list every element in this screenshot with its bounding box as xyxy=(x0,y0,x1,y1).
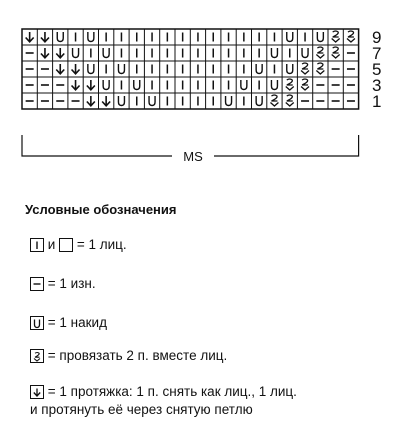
yarn-over-icon xyxy=(30,316,44,330)
legend-and: и xyxy=(47,237,56,252)
legend-k2tog-text: = провязать 2 п. вместе лиц. xyxy=(47,348,228,363)
row-number: 1 xyxy=(372,92,382,111)
ms-bracket-right xyxy=(214,135,359,156)
legend-yo-text: = 1 накид xyxy=(47,315,107,330)
legend-skp xyxy=(30,383,297,400)
knit-icon xyxy=(30,238,44,252)
blank-square-icon xyxy=(59,238,73,252)
legend-knit-text: = 1 лиц. xyxy=(76,237,127,252)
legend-purl xyxy=(30,275,96,292)
legend-knit xyxy=(30,236,127,253)
legend-skp-line2: и протянуть её через снятую петлю xyxy=(30,402,253,417)
row-number: 5 xyxy=(372,60,382,79)
row-number: 3 xyxy=(372,76,382,95)
ms-label: MS xyxy=(183,149,203,164)
legend-k2tog xyxy=(30,347,227,364)
knitting-chart xyxy=(0,0,400,170)
k2tog-icon xyxy=(30,349,44,363)
legend-skp-text-1: = 1 протяжка: 1 п. снять как лиц., 1 лиц. xyxy=(47,384,297,399)
row-number: 7 xyxy=(372,44,382,63)
legend-yo xyxy=(30,314,107,331)
purl-icon xyxy=(30,277,44,291)
legend-title: Условные обозначения xyxy=(25,202,177,217)
ms-bracket-left xyxy=(22,135,172,156)
legend-purl-text: = 1 изн. xyxy=(47,276,96,291)
skp-icon xyxy=(30,385,44,399)
row-number: 9 xyxy=(372,28,382,47)
